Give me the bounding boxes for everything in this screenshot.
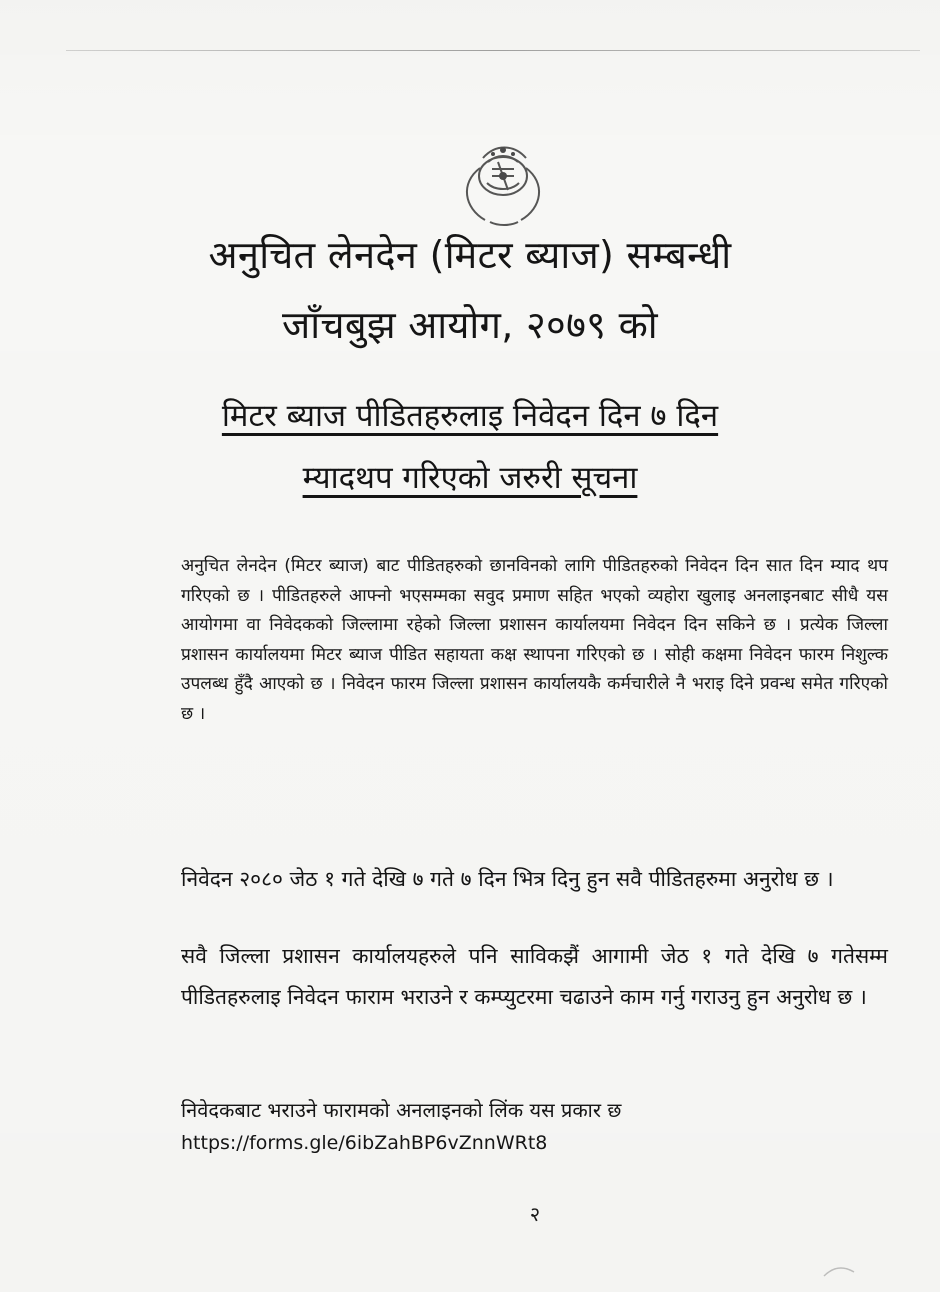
- notice-heading-line-2: म्यादथप गरिएको जरुरी सूचना: [302, 460, 638, 496]
- main-notice-paragraph: अनुचित लेनदेन (मिटर ब्याज) बाट पीडितहरुको छानविनको लागि पीडितहरुको निवेदन दिन सात दिन म्याद थप गरिएको छ । पीडितहरुले आफ्नो भएसम्मका सवुद प्रमाण सहित भएको व्यहोरा खुलाइ अनलाइनबाट सीधै यस आयोगमा वा निवेदकको जिल्लामा रहेको जिल्ला प्रशासन कार्यालयमा निवेदन दिन सकिने छ । प्रत्येक जिल्ला प्रशासन कार्यालयमा मिटर ब्याज पीडित सहायता कक्ष स्थापना गरिएको छ । सोही कक्षमा निवेदन फारम निशुल्क उपलब्ध हुँदै आएको छ । निवेदन फारम जिल्ला प्रशासन कार्यालयकै कर्मचारीले नै भराइ दिने प्रवन्ध समेत गरिएको छ ।: [181, 556, 888, 724]
- page-number: २: [529, 1202, 541, 1226]
- district-office-request-paragraph: सवै जिल्ला प्रशासन कार्यालयहरुले पनि साविकझैं आगामी जेठ १ गते देखि ७ गतेसम्म पीडितहरुलाइ निवेदन फाराम भराउने र कम्प्युटरमा चढाउने काम गर्नु गराउनु हुन अनुरोध छ ।: [181, 944, 888, 1009]
- title-line-1: अनुचित लेनदेन (मिटर ब्याज) सम्बन्धी: [208, 233, 732, 277]
- notice-heading-line-1: मिटर ब्याज पीडितहरुलाइ निवेदन दिन ७ दिन: [221, 398, 719, 434]
- notice-heading: [80, 385, 860, 509]
- title-line-2: जाँचबुझ आयोग, २०७९ को: [282, 303, 658, 347]
- document-title: [80, 220, 860, 360]
- scan-corner-mark-icon: [820, 1262, 860, 1280]
- online-form-intro: निवेदकबाट भराउने फारामको अनलाइनको लिंक यस प्रकार छ: [181, 1098, 622, 1122]
- online-form-link[interactable]: https://forms.gle/6ibZahBP6vZnnWRt8: [181, 1132, 548, 1154]
- scan-top-border: [66, 50, 920, 51]
- application-date-paragraph: निवेदन २०८० जेठ १ गते देखि ७ गते ७ दिन भित्र दिनु हुन सवै पीडितहरुमा अनुरोध छ ।: [181, 867, 834, 891]
